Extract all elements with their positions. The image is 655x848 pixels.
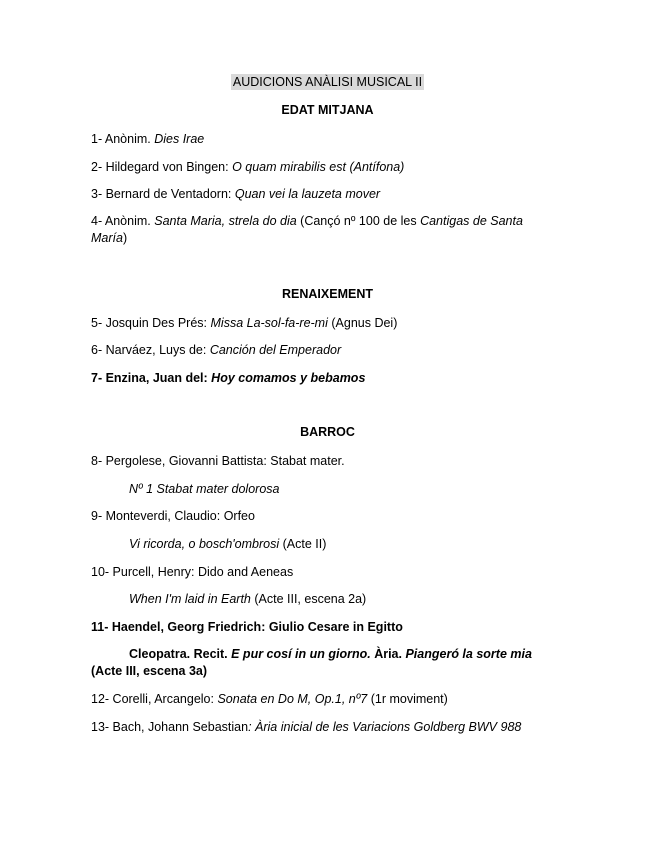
list-item-6: 6- Narváez, Luys de: Canción del Emperador: [91, 343, 342, 357]
list-item-2: 2- Hildegard von Bingen: O quam mirabilis est (Antífona): [91, 160, 405, 174]
section-heading-edat-mitjana: EDAT MITJANA: [281, 103, 374, 117]
list-item-9-detail: Vi ricorda, o bosch'ombrosi (Acte II): [129, 537, 327, 551]
list-item-11-detail: Cleopatra. Recit. E pur cosí in un giorno. Ària. Piangeró la sorte mia (Acte III, escena 3a): [91, 647, 532, 678]
document-title: [0, 75, 655, 89]
list-item-10-detail: When I'm laid in Earth (Acte III, escena 2a): [129, 592, 367, 606]
list-item-1: 1- Anònim. Dies Irae: [91, 132, 205, 146]
document-title-text: AUDICIONS ANÀLISI MUSICAL II: [232, 75, 423, 89]
list-item-3: 3- Bernard de Ventadorn: Quan vei la lauzeta mover: [91, 187, 381, 201]
list-item-4: 4- Anònim. Santa Maria, strela do dia (Cançó nº 100 de les Cantigas de Santa María): [91, 214, 523, 245]
list-item-11: 11- Haendel, Georg Friedrich: Giulio Cesare in Egitto: [91, 620, 403, 634]
list-item-9: 9- Monteverdi, Claudio: Orfeo: [91, 509, 255, 523]
list-item-7: 7- Enzina, Juan del: Hoy comamos y bebamos: [91, 371, 366, 385]
section-heading-barroc: BARROC: [300, 425, 355, 439]
list-item-5: 5- Josquin Des Prés: Missa La-sol-fa-re-mi (Agnus Dei): [91, 316, 398, 330]
list-item-8: 8- Pergolese, Giovanni Battista: Stabat mater.: [91, 454, 345, 468]
list-item-12: 12- Corelli, Arcangelo: Sonata en Do M, Op.1, nº7 (1r moviment): [91, 692, 448, 706]
list-item-13: 13- Bach, Johann Sebastian: Ària inicial de les Variacions Goldberg BWV 988: [91, 720, 522, 734]
list-item-8-detail: Nº 1 Stabat mater dolorosa: [129, 482, 280, 496]
list-item-10: 10- Purcell, Henry: Dido and Aeneas: [91, 565, 294, 579]
section-heading-renaixement: RENAIXEMENT: [282, 287, 373, 301]
